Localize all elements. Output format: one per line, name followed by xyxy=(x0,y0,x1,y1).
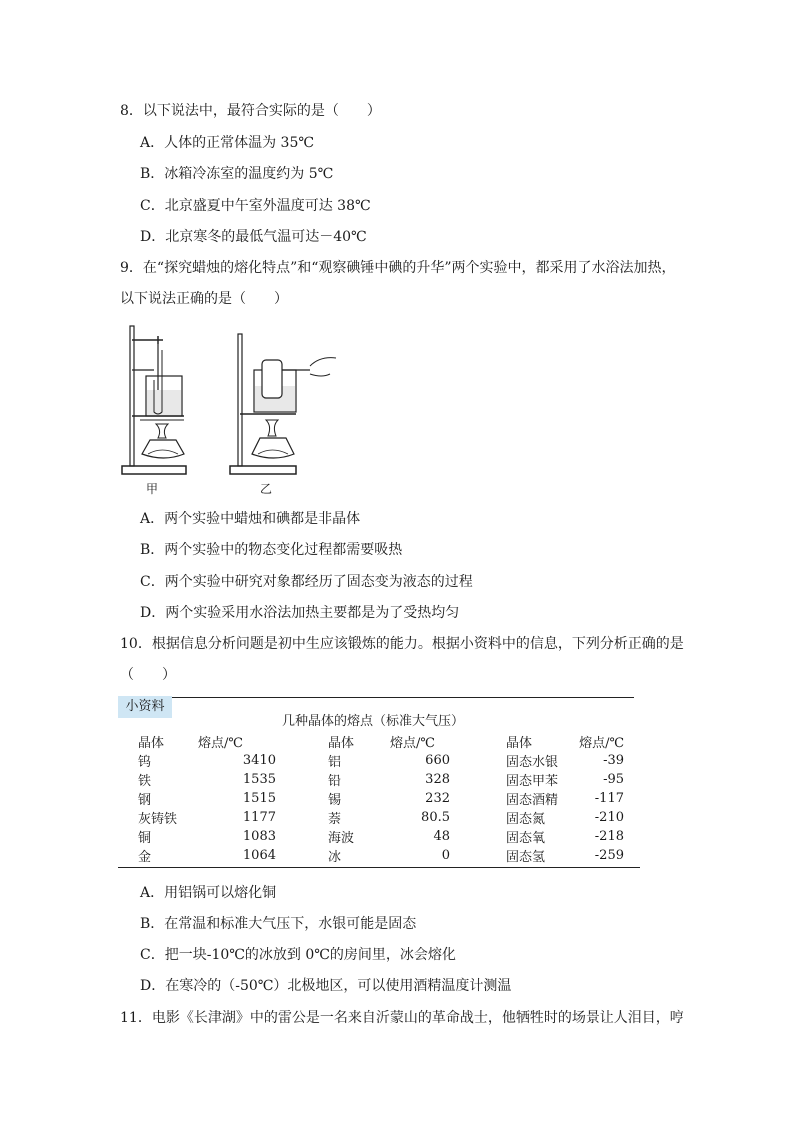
table-row xyxy=(138,846,624,865)
table-cell: 灰铸铁 xyxy=(138,812,178,827)
table-cell: 1535 xyxy=(242,772,276,787)
header-cell: 晶体 xyxy=(138,736,165,751)
table-cell: -95 xyxy=(603,772,624,787)
table-cell: 3410 xyxy=(242,753,276,768)
q10-option-b[interactable]: B．在常温和标准大气压下，水银可能是固态 xyxy=(140,916,417,932)
table-cell: 固态甲苯 xyxy=(506,774,559,789)
q8-option-b[interactable]: B．冰箱冷冻室的温度约为 5℃ xyxy=(140,166,334,182)
header-cell: 熔点/℃ xyxy=(198,736,243,751)
q9-option-b[interactable]: B．两个实验中的物态变化过程都需要吸热 xyxy=(140,542,403,558)
table-cell: 80.5 xyxy=(421,810,450,825)
figure-label-jia: 甲 xyxy=(146,482,159,496)
table-cell: 328 xyxy=(425,772,450,787)
header-cell: 晶体 xyxy=(506,736,533,751)
table-cell: -117 xyxy=(594,791,624,806)
info-tag: 小资料 xyxy=(118,696,172,718)
table-cell: 锡 xyxy=(328,793,342,808)
q10-option-c[interactable]: C．把一块-10℃的冰放到 0℃的房间里，冰会熔化 xyxy=(140,947,456,963)
table-cell: 固态氧 xyxy=(506,831,546,846)
table-cell: 海波 xyxy=(328,831,355,846)
table-cell: 冰 xyxy=(328,850,342,865)
table-cell: 固态氢 xyxy=(506,850,546,865)
table-cell: -39 xyxy=(603,753,624,768)
melting-table-title: 几种晶体的熔点（标准大气压） xyxy=(282,714,465,729)
table-row xyxy=(138,789,624,808)
table-cell: 固态酒精 xyxy=(506,793,559,808)
apparatus-figure-yi xyxy=(226,330,346,480)
table-cell: 1083 xyxy=(242,829,276,844)
table-header-row xyxy=(138,732,624,751)
table-cell: 232 xyxy=(425,791,450,806)
figure-label-yi: 乙 xyxy=(260,482,273,496)
table-cell: 0 xyxy=(441,848,450,863)
table-cell: 48 xyxy=(433,829,450,844)
header-cell: 熔点/℃ xyxy=(390,736,435,751)
apparatus-figure-jia xyxy=(118,320,198,480)
question-9-stem-line-2: 以下说法正确的是（ ） xyxy=(120,291,288,307)
table-row xyxy=(138,770,624,789)
question-8-stem: 8．以下说法中，最符合实际的是（ ） xyxy=(120,103,381,119)
q8-option-d[interactable]: D．北京寒冬的最低气温可达－40℃ xyxy=(140,229,367,245)
question-10-stem-line-2: （ ） xyxy=(120,667,176,683)
info-box-bottom-rule xyxy=(118,867,640,868)
q10-option-d[interactable]: D．在寒冷的（-50℃）北极地区，可以使用酒精温度计测温 xyxy=(140,978,512,994)
q9-option-d[interactable]: D．两个实验采用水浴法加热主要都是为了受热均匀 xyxy=(140,605,460,621)
table-cell: 固态氮 xyxy=(506,812,546,827)
table-cell: -218 xyxy=(594,829,624,844)
q8-option-a[interactable]: A．人体的正常体温为 35℃ xyxy=(140,135,315,151)
table-row xyxy=(138,751,624,770)
question-9-stem-line-1: 9．在“探究蜡烛的熔化特点”和“观察碘锤中碘的升华”两个实验中，都采用了水浴法加热， xyxy=(120,260,676,276)
table-cell: 660 xyxy=(425,753,450,768)
info-box-top-rule xyxy=(172,697,634,698)
table-cell: 铅 xyxy=(328,774,342,789)
header-cell: 熔点/℃ xyxy=(579,736,624,751)
header-cell: 晶体 xyxy=(328,736,355,751)
table-cell: 铜 xyxy=(138,831,152,846)
table-cell: 1064 xyxy=(242,848,276,863)
table-cell: 钨 xyxy=(138,755,152,770)
question-10-stem-line-1: 10．根据信息分析问题是初中生应该锻炼的能力。根据小资料中的信息，下列分析正确的是 xyxy=(120,636,684,652)
table-cell: 萘 xyxy=(328,812,342,827)
table-cell: -210 xyxy=(594,810,624,825)
table-cell: 钢 xyxy=(138,793,152,808)
info-box xyxy=(118,696,640,868)
q9-option-c[interactable]: C．两个实验中研究对象都经历了固态变为液态的过程 xyxy=(140,574,473,590)
table-cell: 1177 xyxy=(242,810,276,825)
table-row xyxy=(138,808,624,827)
question-11-stem-line-1: 11．电影《长津湖》中的雷公是一名来自沂蒙山的革命战士，他牺牲时的场景让人泪目，哼 xyxy=(120,1010,684,1026)
table-cell: 金 xyxy=(138,850,152,865)
table-cell: -259 xyxy=(594,848,624,863)
table-cell: 铁 xyxy=(138,774,152,789)
table-cell: 1515 xyxy=(242,791,276,806)
table-cell: 铝 xyxy=(328,755,342,770)
q10-option-a[interactable]: A．用铝锅可以熔化铜 xyxy=(140,885,277,901)
q8-option-c[interactable]: C．北京盛夏中午室外温度可达 38℃ xyxy=(140,198,371,214)
table-row xyxy=(138,827,624,846)
melting-point-table xyxy=(138,732,624,865)
q9-option-a[interactable]: A．两个实验中蜡烛和碘都是非晶体 xyxy=(140,511,361,527)
table-cell: 固态水银 xyxy=(506,755,559,770)
